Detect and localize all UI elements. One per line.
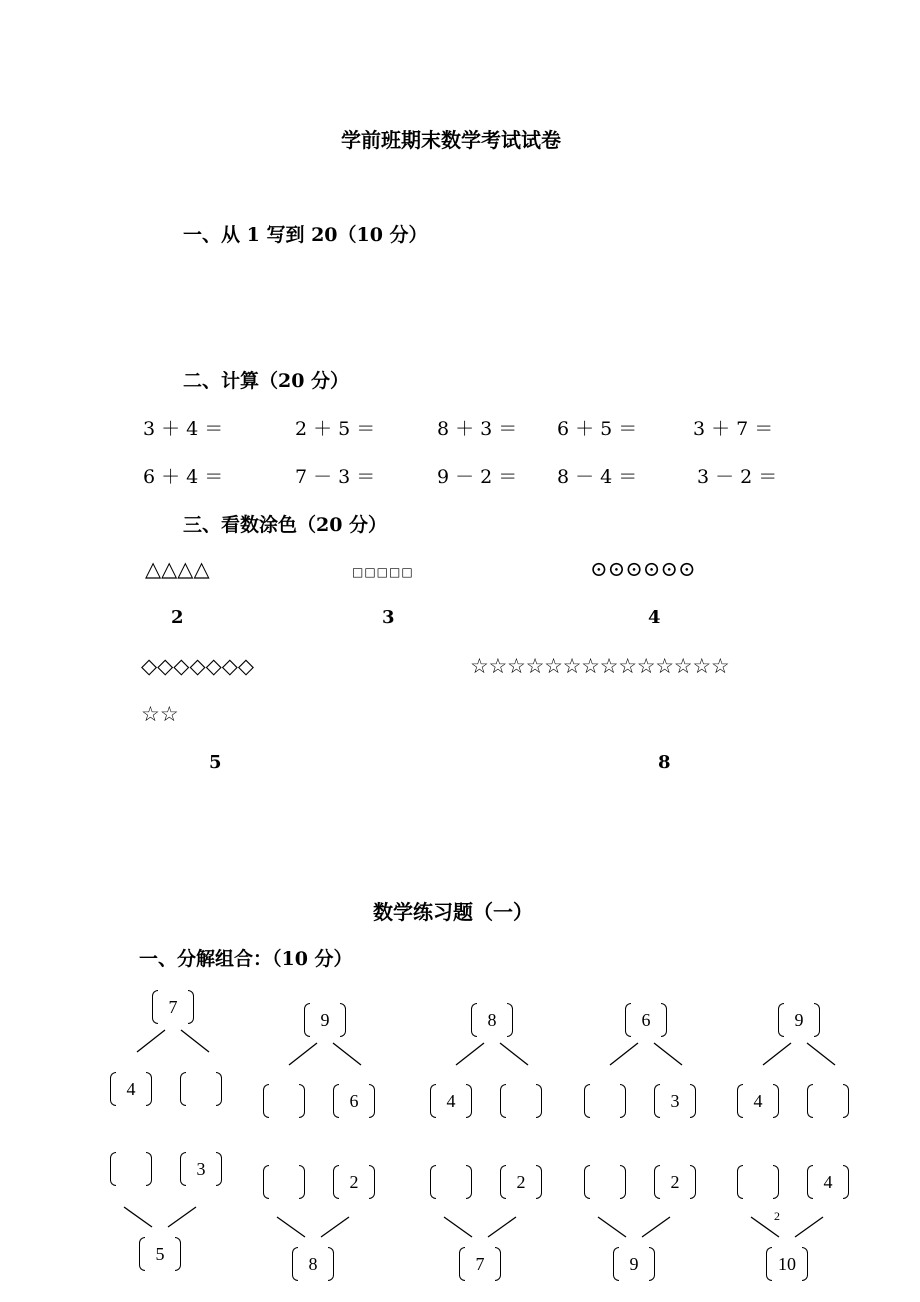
count-label: 3 [382,607,395,628]
connector-line [444,1217,472,1237]
tree-left-box-value: 4 [446,1091,456,1111]
tree-bottom-box-value: 8 [308,1254,318,1274]
connector-line [642,1217,670,1237]
tree-right-box-value: 4 [823,1172,833,1192]
triangles-shapes: △△△△ [145,557,210,581]
tree-bottom-box-value: 5 [155,1244,165,1264]
connector-line [598,1217,626,1237]
connector-line [124,1207,152,1227]
calc-item: 9 － 2 ＝ [437,466,518,488]
calc-item: 6 ＋ 4 ＝ [143,466,224,488]
section-1-heading: 一、从 1 写到 20（10 分） [183,224,428,246]
tree-right-box-value: 2 [349,1172,359,1192]
circles-shapes: ⊙⊙⊙⊙⊙⊙ [590,557,696,581]
section-2-heading: 二、计算（20 分） [183,370,350,392]
count-label: 2 [171,607,184,628]
calc-item: 3 － 2 ＝ [697,466,778,488]
practice-title: 数学练习题（一） [373,900,533,924]
tree-right-box-value: 2 [516,1172,526,1192]
calc-item: 8 － 4 ＝ [557,466,638,488]
tree-left-box-value: 4 [753,1091,763,1111]
tree-top-box-value: 7 [168,997,178,1017]
tree-top-box-value: 6 [641,1010,651,1030]
exam-title: 学前班期末数学考试试卷 [341,128,561,152]
tree-left-box-value: 4 [126,1079,136,1099]
connector-line [795,1217,823,1237]
section-3-heading: 三、看数涂色（20 分） [183,514,388,536]
squares-shapes: □□□□□ [352,565,414,579]
connector-line [168,1207,196,1227]
tree-top-box-value: 9 [794,1010,804,1030]
count-label: 4 [648,607,661,628]
tree-right-box-value: 2 [670,1172,680,1192]
calc-item: 2 ＋ 5 ＝ [295,418,376,440]
count-label: 5 [209,752,222,773]
tree-top-box-value: 8 [487,1010,497,1030]
calc-item: 6 ＋ 5 ＝ [557,418,638,440]
calc-item: 8 ＋ 3 ＝ [437,418,518,440]
connector-line [751,1217,779,1237]
practice-section-1-heading: 一、分解组合：（10 分） [139,948,353,970]
diamonds-shapes: ◇◇◇◇◇◇◇ [141,654,255,678]
tree-right-box-value: 3 [670,1091,680,1111]
stars-shapes: ☆☆☆☆☆☆☆☆☆☆☆☆☆☆ [470,654,730,678]
connector-line [321,1217,349,1237]
tree-note: 2 [774,1209,780,1223]
connector-line [277,1217,305,1237]
connector-line [488,1217,516,1237]
tree-bottom-box-value: 10 [778,1254,796,1274]
tree-top-box-value: 9 [320,1010,330,1030]
tree-right-box-value: 3 [196,1159,206,1179]
calc-item: 3 ＋ 4 ＝ [143,418,224,440]
tree-bottom-box-value: 7 [475,1254,485,1274]
calc-item: 3 ＋ 7 ＝ [693,418,774,440]
calc-item: 7 － 3 ＝ [295,466,376,488]
tree-bottom-box-value: 9 [629,1254,639,1274]
tree-right-box-value: 6 [349,1091,359,1111]
stars-shapes-continued: ☆☆ [141,702,179,726]
count-label: 8 [658,752,671,773]
